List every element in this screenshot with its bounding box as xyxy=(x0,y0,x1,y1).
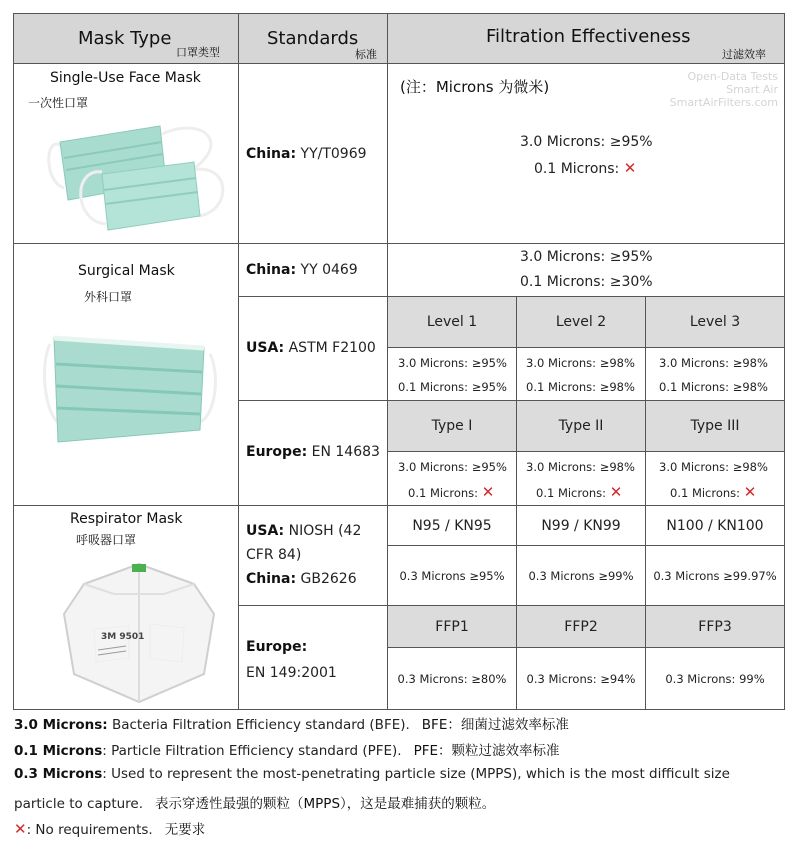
type-2-value-1: 3.0 Microns: ≥98% xyxy=(526,460,635,474)
respirator-europe-standard-cell xyxy=(238,605,388,710)
surgical-europe-standard: Europe: EN 14683 xyxy=(246,444,380,460)
single-use-mask-name: Single-Use Face Mask xyxy=(50,70,201,86)
level-2-header: Level 2 xyxy=(516,296,646,348)
surgical-china-standard-cell xyxy=(238,243,388,297)
surgical-usa-standard: USA: ASTM F2100 xyxy=(246,340,376,356)
level-1-values xyxy=(387,347,517,401)
surgical-mask-cell xyxy=(13,243,239,506)
ffp3-value: 0.3 Microns: 99% xyxy=(645,647,785,710)
type-1-values xyxy=(387,451,517,506)
ffp2-header: FFP2 xyxy=(516,605,646,648)
respirator-usa-standard: USA: NIOSH (42 CFR 84) China: GB2626 xyxy=(246,523,362,587)
type-3-value-1: 3.0 Microns: ≥98% xyxy=(659,460,768,474)
x-mark-icon: ✕ xyxy=(14,820,27,838)
respirator-mask-brand: 3M 9501 xyxy=(101,632,145,642)
surgical-china-line-1: 3.0 Microns: ≥95% xyxy=(520,249,653,265)
respirator-europe-standard: Europe: EN 149:2001 xyxy=(246,634,337,686)
x-mark-icon: ✕ xyxy=(743,483,757,501)
watermark-line-2: Smart Air xyxy=(726,83,778,96)
single-use-note: (注：Microns 为微米) xyxy=(400,78,550,96)
n100-value: 0.3 Microns ≥99.97% xyxy=(645,545,785,606)
n100-header: N100 / KN100 xyxy=(645,505,785,546)
x-mark-icon: ✕ xyxy=(481,483,495,501)
ffp1-header: FFP1 xyxy=(387,605,517,648)
footnote-mpps-2: particle to capture. 表示穿透性最强的颗粒（MPPS），这是最难捕获的颗粒。 xyxy=(14,796,496,812)
ffp3-header: FFP3 xyxy=(645,605,785,648)
level-1-value-1: 3.0 Microns: ≥95% xyxy=(398,356,507,370)
footnote-mpps: 0.3 Microns: Used to represent the most-penetrating particle size (MPPS), which is the most difficult size xyxy=(14,766,730,782)
surgical-mask-name-cn: 外科口罩 xyxy=(84,290,133,304)
level-1-header: Level 1 xyxy=(387,296,517,348)
type-2-value-2: 0.1 Microns: ✕ xyxy=(536,483,623,501)
watermark-line-1: Open-Data Tests xyxy=(687,70,778,83)
type-1-value-2: 0.1 Microns: ✕ xyxy=(408,483,495,501)
level-2-value-1: 3.0 Microns: ≥98% xyxy=(526,356,635,370)
header-mask-type-label: Mask Type xyxy=(78,28,172,49)
footnote-bfe: 3.0 Microns: Bacteria Filtration Efficiency standard (BFE). BFE：细菌过滤效率标准 xyxy=(14,717,569,733)
type-3-values xyxy=(645,451,785,506)
level-3-header: Level 3 xyxy=(645,296,785,348)
ffp2-value: 0.3 Microns: ≥94% xyxy=(516,647,646,710)
single-use-mask-image xyxy=(42,112,232,234)
watermark-line-3: SmartAirFilters.com xyxy=(669,96,778,109)
single-use-mask-cell xyxy=(13,63,239,244)
level-3-value-1: 3.0 Microns: ≥98% xyxy=(659,356,768,370)
respirator-usa-standard-2: CFR 84) xyxy=(246,547,302,563)
respirator-europe-code: EN 149:2001 xyxy=(246,665,337,681)
header-filtration xyxy=(387,13,785,64)
type-2-values xyxy=(516,451,646,506)
x-mark-icon: ✕ xyxy=(609,483,623,501)
type-3-value-2: 0.1 Microns: ✕ xyxy=(670,483,757,501)
surgical-china-filtration-cell xyxy=(387,243,785,297)
footnote-pfe: 0.1 Microns: Particle Filtration Efficiency standard (PFE). PFE：颗粒过滤效率标准 xyxy=(14,743,560,759)
n99-value: 0.3 Microns ≥99% xyxy=(516,545,646,606)
header-filtration-label: Filtration Effectiveness xyxy=(486,26,691,47)
surgical-mask-name: Surgical Mask xyxy=(78,263,175,279)
respirator-usa-china-standard-cell xyxy=(238,505,388,606)
header-mask-type xyxy=(13,13,239,64)
respirator-mask-name: Respirator Mask xyxy=(70,511,183,527)
header-standards-cn: 标准 xyxy=(355,48,377,61)
surgical-europe-standard-cell xyxy=(238,400,388,506)
single-use-standard-cell xyxy=(238,63,388,244)
type-2-header: Type II xyxy=(516,400,646,452)
single-use-line-2: 0.1 Microns: ✕ xyxy=(534,159,637,177)
x-mark-icon: ✕ xyxy=(623,159,637,177)
level-1-value-2: 0.1 Microns: ≥95% xyxy=(398,380,507,394)
single-use-filtration-cell xyxy=(387,63,785,244)
respirator-mask-cell xyxy=(13,505,239,710)
level-3-value-2: 0.1 Microns: ≥98% xyxy=(659,380,768,394)
n95-header: N95 / KN95 xyxy=(387,505,517,546)
surgical-china-line-2: 0.1 Microns: ≥30% xyxy=(520,274,653,290)
header-standards xyxy=(238,13,388,64)
type-3-header: Type III xyxy=(645,400,785,452)
single-use-line-1: 3.0 Microns: ≥95% xyxy=(520,134,653,150)
single-use-standard: China: YY/T0969 xyxy=(246,146,367,162)
header-standards-label: Standards xyxy=(267,28,359,49)
footnote-no-requirements: ✕: No requirements. 无要求 xyxy=(14,820,206,838)
surgical-usa-standard-cell xyxy=(238,296,388,401)
surgical-mask-image xyxy=(40,314,220,464)
n95-value: 0.3 Microns ≥95% xyxy=(387,545,517,606)
respirator-mask-name-cn: 呼吸器口罩 xyxy=(76,533,137,547)
ffp1-value: 0.3 Microns: ≥80% xyxy=(387,647,517,710)
type-1-header: Type I xyxy=(387,400,517,452)
header-filtration-cn: 过滤效率 xyxy=(722,48,766,61)
type-1-value-1: 3.0 Microns: ≥95% xyxy=(398,460,507,474)
header-mask-type-cn: 口罩类型 xyxy=(176,46,220,59)
respirator-mask-image xyxy=(54,554,224,704)
surgical-china-standard: China: YY 0469 xyxy=(246,262,358,278)
watermark xyxy=(670,70,778,109)
level-2-values xyxy=(516,347,646,401)
single-use-mask-name-cn: 一次性口罩 xyxy=(28,96,89,110)
level-3-values xyxy=(645,347,785,401)
n99-header: N99 / KN99 xyxy=(516,505,646,546)
level-2-value-2: 0.1 Microns: ≥98% xyxy=(526,380,635,394)
